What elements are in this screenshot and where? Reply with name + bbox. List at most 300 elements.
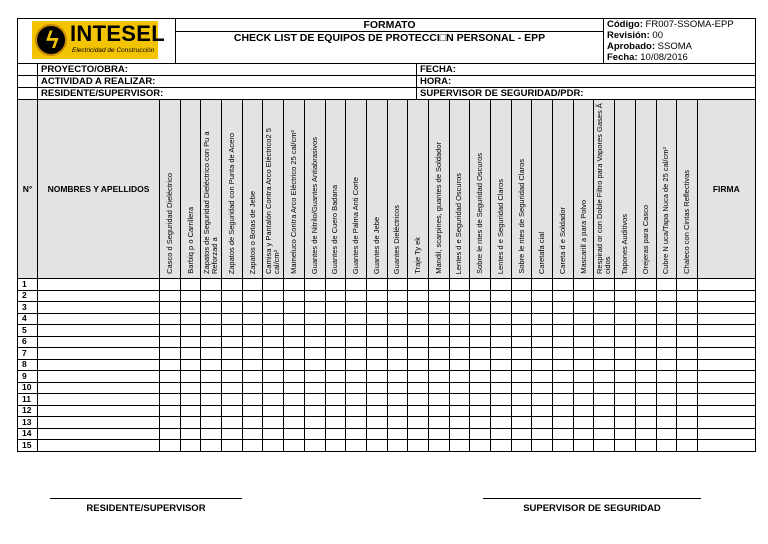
- check-cell[interactable]: [366, 382, 387, 394]
- check-cell[interactable]: [387, 428, 408, 440]
- check-cell[interactable]: [387, 440, 408, 452]
- check-cell[interactable]: [594, 348, 615, 360]
- check-cell[interactable]: [491, 290, 512, 302]
- check-cell[interactable]: [366, 371, 387, 383]
- check-cell[interactable]: [573, 313, 594, 325]
- check-cell[interactable]: [366, 302, 387, 314]
- check-cell[interactable]: [635, 325, 656, 337]
- check-cell[interactable]: [573, 371, 594, 383]
- check-cell[interactable]: [656, 417, 677, 429]
- check-cell[interactable]: [263, 394, 284, 406]
- check-cell[interactable]: [449, 359, 470, 371]
- check-cell[interactable]: [615, 417, 636, 429]
- check-cell[interactable]: [263, 359, 284, 371]
- check-cell[interactable]: [635, 440, 656, 452]
- check-cell[interactable]: [325, 371, 346, 383]
- check-cell[interactable]: [656, 359, 677, 371]
- check-cell[interactable]: [677, 359, 698, 371]
- check-cell[interactable]: [180, 336, 201, 348]
- check-cell[interactable]: [656, 336, 677, 348]
- check-cell[interactable]: [160, 359, 181, 371]
- check-cell[interactable]: [677, 336, 698, 348]
- check-cell[interactable]: [180, 325, 201, 337]
- check-cell[interactable]: [387, 325, 408, 337]
- signature-cell[interactable]: [697, 290, 755, 302]
- check-cell[interactable]: [325, 359, 346, 371]
- check-cell[interactable]: [325, 302, 346, 314]
- check-cell[interactable]: [304, 302, 325, 314]
- check-cell[interactable]: [428, 313, 449, 325]
- check-cell[interactable]: [160, 348, 181, 360]
- check-cell[interactable]: [263, 428, 284, 440]
- check-cell[interactable]: [408, 417, 429, 429]
- check-cell[interactable]: [677, 382, 698, 394]
- check-cell[interactable]: [201, 371, 222, 383]
- name-cell[interactable]: [38, 359, 160, 371]
- check-cell[interactable]: [656, 440, 677, 452]
- check-cell[interactable]: [304, 336, 325, 348]
- check-cell[interactable]: [304, 359, 325, 371]
- check-cell[interactable]: [180, 394, 201, 406]
- check-cell[interactable]: [284, 440, 305, 452]
- check-cell[interactable]: [677, 302, 698, 314]
- check-cell[interactable]: [615, 348, 636, 360]
- check-cell[interactable]: [532, 348, 553, 360]
- check-cell[interactable]: [532, 359, 553, 371]
- check-cell[interactable]: [325, 417, 346, 429]
- check-cell[interactable]: [470, 336, 491, 348]
- check-cell[interactable]: [491, 417, 512, 429]
- check-cell[interactable]: [201, 336, 222, 348]
- check-cell[interactable]: [573, 336, 594, 348]
- check-cell[interactable]: [160, 290, 181, 302]
- check-cell[interactable]: [222, 382, 243, 394]
- check-cell[interactable]: [180, 405, 201, 417]
- check-cell[interactable]: [635, 279, 656, 291]
- check-cell[interactable]: [387, 417, 408, 429]
- check-cell[interactable]: [366, 417, 387, 429]
- check-cell[interactable]: [242, 394, 263, 406]
- check-cell[interactable]: [201, 382, 222, 394]
- check-cell[interactable]: [635, 359, 656, 371]
- check-cell[interactable]: [677, 348, 698, 360]
- check-cell[interactable]: [573, 440, 594, 452]
- check-cell[interactable]: [346, 359, 367, 371]
- name-cell[interactable]: [38, 382, 160, 394]
- check-cell[interactable]: [346, 428, 367, 440]
- check-cell[interactable]: [677, 325, 698, 337]
- check-cell[interactable]: [511, 325, 532, 337]
- check-cell[interactable]: [325, 428, 346, 440]
- name-cell[interactable]: [38, 371, 160, 383]
- check-cell[interactable]: [284, 290, 305, 302]
- check-cell[interactable]: [263, 440, 284, 452]
- check-cell[interactable]: [325, 336, 346, 348]
- check-cell[interactable]: [180, 302, 201, 314]
- check-cell[interactable]: [532, 336, 553, 348]
- check-cell[interactable]: [573, 279, 594, 291]
- safety-supervisor-field[interactable]: SUPERVISOR DE SEGURIDAD/PDR:: [417, 88, 756, 100]
- check-cell[interactable]: [304, 348, 325, 360]
- check-cell[interactable]: [677, 405, 698, 417]
- check-cell[interactable]: [201, 325, 222, 337]
- check-cell[interactable]: [470, 279, 491, 291]
- check-cell[interactable]: [532, 313, 553, 325]
- name-cell[interactable]: [38, 302, 160, 314]
- check-cell[interactable]: [491, 336, 512, 348]
- check-cell[interactable]: [222, 348, 243, 360]
- check-cell[interactable]: [222, 302, 243, 314]
- check-cell[interactable]: [594, 405, 615, 417]
- check-cell[interactable]: [366, 428, 387, 440]
- check-cell[interactable]: [325, 382, 346, 394]
- check-cell[interactable]: [408, 405, 429, 417]
- check-cell[interactable]: [304, 382, 325, 394]
- check-cell[interactable]: [635, 394, 656, 406]
- check-cell[interactable]: [470, 290, 491, 302]
- check-cell[interactable]: [635, 382, 656, 394]
- check-cell[interactable]: [470, 382, 491, 394]
- check-cell[interactable]: [656, 290, 677, 302]
- check-cell[interactable]: [387, 336, 408, 348]
- signature-cell[interactable]: [697, 440, 755, 452]
- check-cell[interactable]: [532, 279, 553, 291]
- check-cell[interactable]: [615, 394, 636, 406]
- check-cell[interactable]: [304, 417, 325, 429]
- check-cell[interactable]: [160, 325, 181, 337]
- check-cell[interactable]: [387, 382, 408, 394]
- check-cell[interactable]: [656, 371, 677, 383]
- check-cell[interactable]: [428, 394, 449, 406]
- check-cell[interactable]: [160, 336, 181, 348]
- check-cell[interactable]: [366, 325, 387, 337]
- check-cell[interactable]: [242, 417, 263, 429]
- check-cell[interactable]: [366, 440, 387, 452]
- check-cell[interactable]: [428, 336, 449, 348]
- check-cell[interactable]: [491, 394, 512, 406]
- check-cell[interactable]: [325, 348, 346, 360]
- check-cell[interactable]: [491, 359, 512, 371]
- activity-field[interactable]: ACTIVIDAD A REALIZAR:: [38, 76, 417, 88]
- check-cell[interactable]: [449, 290, 470, 302]
- check-cell[interactable]: [408, 428, 429, 440]
- check-cell[interactable]: [677, 279, 698, 291]
- check-cell[interactable]: [532, 405, 553, 417]
- check-cell[interactable]: [180, 359, 201, 371]
- check-cell[interactable]: [449, 428, 470, 440]
- check-cell[interactable]: [615, 290, 636, 302]
- check-cell[interactable]: [594, 440, 615, 452]
- check-cell[interactable]: [449, 417, 470, 429]
- name-cell[interactable]: [38, 290, 160, 302]
- check-cell[interactable]: [470, 394, 491, 406]
- check-cell[interactable]: [428, 359, 449, 371]
- check-cell[interactable]: [222, 313, 243, 325]
- check-cell[interactable]: [387, 279, 408, 291]
- check-cell[interactable]: [325, 405, 346, 417]
- check-cell[interactable]: [470, 325, 491, 337]
- check-cell[interactable]: [346, 405, 367, 417]
- check-cell[interactable]: [615, 325, 636, 337]
- check-cell[interactable]: [222, 290, 243, 302]
- check-cell[interactable]: [201, 302, 222, 314]
- check-cell[interactable]: [304, 325, 325, 337]
- check-cell[interactable]: [222, 279, 243, 291]
- check-cell[interactable]: [677, 428, 698, 440]
- check-cell[interactable]: [428, 417, 449, 429]
- check-cell[interactable]: [263, 279, 284, 291]
- signature-cell[interactable]: [697, 325, 755, 337]
- check-cell[interactable]: [325, 290, 346, 302]
- check-cell[interactable]: [470, 371, 491, 383]
- check-cell[interactable]: [532, 290, 553, 302]
- check-cell[interactable]: [160, 405, 181, 417]
- check-cell[interactable]: [180, 417, 201, 429]
- check-cell[interactable]: [366, 290, 387, 302]
- check-cell[interactable]: [284, 405, 305, 417]
- check-cell[interactable]: [677, 313, 698, 325]
- check-cell[interactable]: [553, 382, 574, 394]
- check-cell[interactable]: [511, 279, 532, 291]
- check-cell[interactable]: [284, 359, 305, 371]
- check-cell[interactable]: [532, 440, 553, 452]
- check-cell[interactable]: [594, 394, 615, 406]
- check-cell[interactable]: [222, 336, 243, 348]
- check-cell[interactable]: [449, 302, 470, 314]
- check-cell[interactable]: [511, 417, 532, 429]
- name-cell[interactable]: [38, 405, 160, 417]
- check-cell[interactable]: [428, 348, 449, 360]
- check-cell[interactable]: [594, 302, 615, 314]
- check-cell[interactable]: [615, 382, 636, 394]
- check-cell[interactable]: [635, 290, 656, 302]
- check-cell[interactable]: [180, 428, 201, 440]
- check-cell[interactable]: [573, 394, 594, 406]
- signature-cell[interactable]: [697, 348, 755, 360]
- check-cell[interactable]: [346, 371, 367, 383]
- check-cell[interactable]: [594, 428, 615, 440]
- check-cell[interactable]: [201, 405, 222, 417]
- check-cell[interactable]: [428, 371, 449, 383]
- check-cell[interactable]: [491, 313, 512, 325]
- check-cell[interactable]: [677, 394, 698, 406]
- check-cell[interactable]: [284, 371, 305, 383]
- check-cell[interactable]: [470, 428, 491, 440]
- check-cell[interactable]: [594, 279, 615, 291]
- resident-field[interactable]: RESIDENTE/SUPERVISOR:: [38, 88, 417, 100]
- check-cell[interactable]: [387, 371, 408, 383]
- check-cell[interactable]: [408, 394, 429, 406]
- check-cell[interactable]: [263, 417, 284, 429]
- check-cell[interactable]: [573, 405, 594, 417]
- check-cell[interactable]: [594, 371, 615, 383]
- check-cell[interactable]: [491, 371, 512, 383]
- check-cell[interactable]: [553, 417, 574, 429]
- check-cell[interactable]: [656, 325, 677, 337]
- check-cell[interactable]: [366, 359, 387, 371]
- name-cell[interactable]: [38, 417, 160, 429]
- signature-cell[interactable]: [697, 394, 755, 406]
- check-cell[interactable]: [284, 325, 305, 337]
- check-cell[interactable]: [242, 440, 263, 452]
- check-cell[interactable]: [553, 290, 574, 302]
- check-cell[interactable]: [242, 279, 263, 291]
- check-cell[interactable]: [201, 313, 222, 325]
- check-cell[interactable]: [491, 348, 512, 360]
- check-cell[interactable]: [263, 290, 284, 302]
- check-cell[interactable]: [656, 405, 677, 417]
- check-cell[interactable]: [428, 302, 449, 314]
- check-cell[interactable]: [553, 336, 574, 348]
- signature-cell[interactable]: [697, 336, 755, 348]
- check-cell[interactable]: [160, 371, 181, 383]
- check-cell[interactable]: [366, 394, 387, 406]
- check-cell[interactable]: [594, 336, 615, 348]
- check-cell[interactable]: [160, 313, 181, 325]
- check-cell[interactable]: [553, 405, 574, 417]
- check-cell[interactable]: [408, 440, 429, 452]
- check-cell[interactable]: [242, 336, 263, 348]
- check-cell[interactable]: [449, 348, 470, 360]
- check-cell[interactable]: [428, 279, 449, 291]
- check-cell[interactable]: [180, 290, 201, 302]
- check-cell[interactable]: [428, 405, 449, 417]
- check-cell[interactable]: [284, 302, 305, 314]
- check-cell[interactable]: [511, 348, 532, 360]
- check-cell[interactable]: [511, 359, 532, 371]
- check-cell[interactable]: [304, 394, 325, 406]
- check-cell[interactable]: [222, 405, 243, 417]
- check-cell[interactable]: [242, 325, 263, 337]
- check-cell[interactable]: [511, 440, 532, 452]
- name-cell[interactable]: [38, 394, 160, 406]
- signature-cell[interactable]: [697, 302, 755, 314]
- check-cell[interactable]: [656, 382, 677, 394]
- check-cell[interactable]: [449, 336, 470, 348]
- check-cell[interactable]: [284, 313, 305, 325]
- check-cell[interactable]: [449, 325, 470, 337]
- check-cell[interactable]: [656, 313, 677, 325]
- check-cell[interactable]: [180, 313, 201, 325]
- check-cell[interactable]: [242, 359, 263, 371]
- check-cell[interactable]: [387, 348, 408, 360]
- check-cell[interactable]: [511, 313, 532, 325]
- check-cell[interactable]: [428, 325, 449, 337]
- check-cell[interactable]: [304, 279, 325, 291]
- check-cell[interactable]: [366, 313, 387, 325]
- check-cell[interactable]: [160, 428, 181, 440]
- check-cell[interactable]: [346, 302, 367, 314]
- check-cell[interactable]: [615, 428, 636, 440]
- check-cell[interactable]: [656, 302, 677, 314]
- check-cell[interactable]: [408, 336, 429, 348]
- name-cell[interactable]: [38, 336, 160, 348]
- check-cell[interactable]: [594, 359, 615, 371]
- check-cell[interactable]: [532, 417, 553, 429]
- check-cell[interactable]: [263, 336, 284, 348]
- check-cell[interactable]: [594, 325, 615, 337]
- check-cell[interactable]: [222, 359, 243, 371]
- check-cell[interactable]: [325, 440, 346, 452]
- check-cell[interactable]: [304, 313, 325, 325]
- check-cell[interactable]: [449, 440, 470, 452]
- check-cell[interactable]: [449, 405, 470, 417]
- check-cell[interactable]: [635, 313, 656, 325]
- signature-cell[interactable]: [697, 279, 755, 291]
- name-cell[interactable]: [38, 325, 160, 337]
- check-cell[interactable]: [573, 428, 594, 440]
- check-cell[interactable]: [408, 359, 429, 371]
- check-cell[interactable]: [511, 290, 532, 302]
- check-cell[interactable]: [263, 325, 284, 337]
- check-cell[interactable]: [325, 313, 346, 325]
- check-cell[interactable]: [180, 440, 201, 452]
- check-cell[interactable]: [449, 382, 470, 394]
- check-cell[interactable]: [242, 313, 263, 325]
- check-cell[interactable]: [635, 302, 656, 314]
- name-cell[interactable]: [38, 313, 160, 325]
- check-cell[interactable]: [635, 371, 656, 383]
- check-cell[interactable]: [325, 279, 346, 291]
- check-cell[interactable]: [470, 405, 491, 417]
- check-cell[interactable]: [449, 313, 470, 325]
- check-cell[interactable]: [573, 359, 594, 371]
- check-cell[interactable]: [573, 290, 594, 302]
- check-cell[interactable]: [553, 279, 574, 291]
- check-cell[interactable]: [553, 359, 574, 371]
- check-cell[interactable]: [428, 428, 449, 440]
- check-cell[interactable]: [284, 394, 305, 406]
- check-cell[interactable]: [615, 405, 636, 417]
- check-cell[interactable]: [511, 336, 532, 348]
- check-cell[interactable]: [677, 440, 698, 452]
- check-cell[interactable]: [284, 336, 305, 348]
- check-cell[interactable]: [615, 371, 636, 383]
- check-cell[interactable]: [553, 394, 574, 406]
- check-cell[interactable]: [470, 302, 491, 314]
- check-cell[interactable]: [346, 382, 367, 394]
- check-cell[interactable]: [346, 348, 367, 360]
- check-cell[interactable]: [635, 417, 656, 429]
- check-cell[interactable]: [325, 325, 346, 337]
- check-cell[interactable]: [387, 405, 408, 417]
- check-cell[interactable]: [180, 279, 201, 291]
- check-cell[interactable]: [491, 382, 512, 394]
- check-cell[interactable]: [242, 348, 263, 360]
- check-cell[interactable]: [491, 279, 512, 291]
- check-cell[interactable]: [677, 417, 698, 429]
- check-cell[interactable]: [635, 428, 656, 440]
- check-cell[interactable]: [160, 417, 181, 429]
- check-cell[interactable]: [594, 417, 615, 429]
- check-cell[interactable]: [222, 440, 243, 452]
- check-cell[interactable]: [553, 348, 574, 360]
- check-cell[interactable]: [511, 394, 532, 406]
- date-field[interactable]: FECHA:: [417, 64, 756, 76]
- check-cell[interactable]: [222, 417, 243, 429]
- check-cell[interactable]: [491, 325, 512, 337]
- check-cell[interactable]: [408, 325, 429, 337]
- check-cell[interactable]: [594, 382, 615, 394]
- check-cell[interactable]: [573, 382, 594, 394]
- check-cell[interactable]: [553, 440, 574, 452]
- check-cell[interactable]: [532, 325, 553, 337]
- signature-cell[interactable]: [697, 405, 755, 417]
- check-cell[interactable]: [387, 302, 408, 314]
- check-cell[interactable]: [428, 440, 449, 452]
- check-cell[interactable]: [346, 325, 367, 337]
- check-cell[interactable]: [160, 382, 181, 394]
